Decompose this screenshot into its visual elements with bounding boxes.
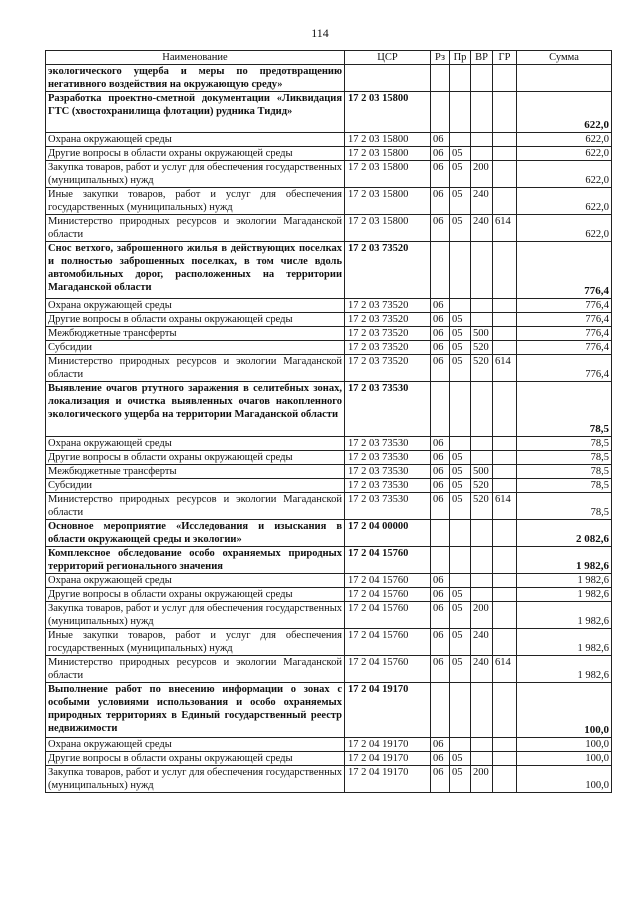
row-sum: 100,0 xyxy=(517,766,612,793)
row-rz: 06 xyxy=(431,215,450,242)
row-code xyxy=(345,65,431,92)
header-vr: ВР xyxy=(471,51,493,65)
row-sum: 78,5 xyxy=(517,451,612,465)
header-pr: Пр xyxy=(450,51,471,65)
header-name: Наименование xyxy=(46,51,345,65)
table-row xyxy=(46,738,612,752)
row-pr: 05 xyxy=(450,313,471,327)
header-sum: Сумма xyxy=(517,51,612,65)
row-code: 17 2 04 19170 xyxy=(345,752,431,766)
page-number: 114 xyxy=(311,26,329,40)
row-pr xyxy=(450,738,471,752)
row-rz: 06 xyxy=(431,161,450,188)
table-header-row xyxy=(46,51,612,65)
row-pr: 05 xyxy=(450,602,471,629)
row-vr: 520 xyxy=(471,341,493,355)
row-name: экологического ущерба и меры по предотвращению негативного воздействия на окружающую среду» xyxy=(46,65,345,92)
row-rz xyxy=(431,242,450,299)
row-rz: 06 xyxy=(431,465,450,479)
row-vr xyxy=(471,683,493,738)
table-row xyxy=(46,92,612,133)
row-pr xyxy=(450,683,471,738)
row-pr: 05 xyxy=(450,341,471,355)
row-code: 17 2 03 73520 xyxy=(345,299,431,313)
row-gr xyxy=(493,65,517,92)
row-vr xyxy=(471,752,493,766)
table-row xyxy=(46,382,612,437)
row-gr xyxy=(493,188,517,215)
row-vr: 240 xyxy=(471,215,493,242)
row-gr xyxy=(493,382,517,437)
row-gr xyxy=(493,92,517,133)
row-vr xyxy=(471,738,493,752)
row-pr: 05 xyxy=(450,588,471,602)
row-pr: 05 xyxy=(450,355,471,382)
row-name: Основное мероприятие «Исследования и изыскания в области окружающей среды и экологии» xyxy=(46,520,345,547)
row-rz: 06 xyxy=(431,588,450,602)
row-name: Межбюджетные трансферты xyxy=(46,465,345,479)
row-vr xyxy=(471,437,493,451)
row-name: Субсидии xyxy=(46,341,345,355)
row-name: Выявление очагов ртутного заражения в селитебных зонах, локализация и очистка выявленных очагов накопленного экологического ущерба на территории Магаданской области xyxy=(46,382,345,437)
row-pr: 05 xyxy=(450,766,471,793)
row-rz xyxy=(431,382,450,437)
row-vr: 200 xyxy=(471,161,493,188)
row-vr xyxy=(471,588,493,602)
table-row xyxy=(46,188,612,215)
row-gr xyxy=(493,738,517,752)
row-vr: 520 xyxy=(471,355,493,382)
row-name: Иные закупки товаров, работ и услуг для обеспечения государственных (муниципальных) нужд xyxy=(46,629,345,656)
row-gr: 614 xyxy=(493,355,517,382)
row-pr: 05 xyxy=(450,147,471,161)
row-gr xyxy=(493,629,517,656)
row-name: Охрана окружающей среды xyxy=(46,299,345,313)
table-row xyxy=(46,602,612,629)
row-name: Охрана окружающей среды xyxy=(46,738,345,752)
row-vr xyxy=(471,92,493,133)
row-vr: 520 xyxy=(471,479,493,493)
row-rz: 06 xyxy=(431,752,450,766)
table-row xyxy=(46,313,612,327)
row-vr: 240 xyxy=(471,629,493,656)
row-pr xyxy=(450,92,471,133)
row-sum: 78,5 xyxy=(517,479,612,493)
row-sum: 1 982,6 xyxy=(517,629,612,656)
row-sum: 1 982,6 xyxy=(517,602,612,629)
row-code: 17 2 03 73530 xyxy=(345,382,431,437)
table-row xyxy=(46,656,612,683)
row-code: 17 2 03 73530 xyxy=(345,479,431,493)
table-row xyxy=(46,766,612,793)
row-pr: 05 xyxy=(450,188,471,215)
row-code: 17 2 04 15760 xyxy=(345,656,431,683)
row-rz xyxy=(431,683,450,738)
row-code: 17 2 04 00000 xyxy=(345,520,431,547)
row-sum: 2 082,6 xyxy=(517,520,612,547)
row-pr xyxy=(450,65,471,92)
row-name: Комплексное обследование особо охраняемых природных территорий регионального значения xyxy=(46,547,345,574)
row-vr xyxy=(471,65,493,92)
row-vr xyxy=(471,382,493,437)
row-sum: 622,0 xyxy=(517,92,612,133)
table-row xyxy=(46,65,612,92)
row-name: Охрана окружающей среды xyxy=(46,574,345,588)
row-pr: 05 xyxy=(450,479,471,493)
row-name: Закупка товаров, работ и услуг для обеспечения государственных (муниципальных) нужд xyxy=(46,766,345,793)
row-pr xyxy=(450,382,471,437)
row-code: 17 2 04 19170 xyxy=(345,683,431,738)
row-rz xyxy=(431,547,450,574)
row-code: 17 2 03 73530 xyxy=(345,437,431,451)
header-gr: ГР xyxy=(493,51,517,65)
table-row xyxy=(46,161,612,188)
row-gr xyxy=(493,133,517,147)
row-gr xyxy=(493,752,517,766)
row-code: 17 2 04 15760 xyxy=(345,629,431,656)
row-rz: 06 xyxy=(431,451,450,465)
row-code: 17 2 03 73520 xyxy=(345,341,431,355)
row-pr xyxy=(450,547,471,574)
row-vr: 200 xyxy=(471,766,493,793)
table-row xyxy=(46,752,612,766)
row-pr xyxy=(450,242,471,299)
row-code: 17 2 03 15800 xyxy=(345,133,431,147)
row-code: 17 2 03 15800 xyxy=(345,188,431,215)
row-sum: 78,5 xyxy=(517,465,612,479)
row-code: 17 2 03 73530 xyxy=(345,465,431,479)
row-gr: 614 xyxy=(493,215,517,242)
row-rz: 06 xyxy=(431,738,450,752)
row-gr xyxy=(493,574,517,588)
table-row xyxy=(46,451,612,465)
row-rz: 06 xyxy=(431,313,450,327)
table-row xyxy=(46,520,612,547)
row-sum: 78,5 xyxy=(517,493,612,520)
row-gr xyxy=(493,465,517,479)
row-sum: 78,5 xyxy=(517,382,612,437)
row-rz: 06 xyxy=(431,493,450,520)
row-vr: 240 xyxy=(471,188,493,215)
row-gr xyxy=(493,437,517,451)
row-pr: 05 xyxy=(450,493,471,520)
row-gr: 614 xyxy=(493,493,517,520)
row-code: 17 2 04 15760 xyxy=(345,547,431,574)
row-rz: 06 xyxy=(431,479,450,493)
row-sum: 1 982,6 xyxy=(517,547,612,574)
row-name: Министерство природных ресурсов и экологии Магаданской области xyxy=(46,656,345,683)
row-code: 17 2 03 73520 xyxy=(345,327,431,341)
row-sum: 776,4 xyxy=(517,242,612,299)
row-pr xyxy=(450,574,471,588)
row-rz xyxy=(431,520,450,547)
row-code: 17 2 03 15800 xyxy=(345,161,431,188)
budget-table xyxy=(45,50,612,793)
row-name: Министерство природных ресурсов и экологии Магаданской области xyxy=(46,493,345,520)
row-vr xyxy=(471,313,493,327)
row-name: Другие вопросы в области охраны окружающей среды xyxy=(46,451,345,465)
row-rz: 06 xyxy=(431,341,450,355)
row-vr xyxy=(471,451,493,465)
row-vr: 500 xyxy=(471,327,493,341)
row-sum: 100,0 xyxy=(517,683,612,738)
row-vr xyxy=(471,520,493,547)
table-row xyxy=(46,299,612,313)
row-vr xyxy=(471,242,493,299)
row-code: 17 2 03 15800 xyxy=(345,92,431,133)
row-gr: 614 xyxy=(493,656,517,683)
table-row xyxy=(46,355,612,382)
row-code: 17 2 04 15760 xyxy=(345,574,431,588)
row-gr xyxy=(493,451,517,465)
row-sum: 776,4 xyxy=(517,355,612,382)
row-code: 17 2 04 19170 xyxy=(345,738,431,752)
row-pr xyxy=(450,437,471,451)
header-csr: ЦСР xyxy=(345,51,431,65)
row-code: 17 2 03 73520 xyxy=(345,313,431,327)
row-sum: 100,0 xyxy=(517,752,612,766)
row-vr xyxy=(471,299,493,313)
row-vr xyxy=(471,547,493,574)
row-sum: 776,4 xyxy=(517,341,612,355)
row-vr xyxy=(471,133,493,147)
row-rz: 06 xyxy=(431,355,450,382)
row-name: Снос ветхого, заброшенного жилья в действующих поселках и полностью заброшенных поселках, в том числе вдоль автомобильных дорог, расположенных на территории Магаданской области xyxy=(46,242,345,299)
table-row xyxy=(46,683,612,738)
row-sum xyxy=(517,65,612,92)
table-row xyxy=(46,629,612,656)
row-pr: 05 xyxy=(450,629,471,656)
row-vr: 240 xyxy=(471,656,493,683)
row-rz: 06 xyxy=(431,629,450,656)
row-rz: 06 xyxy=(431,188,450,215)
row-name: Министерство природных ресурсов и экологии Магаданской области xyxy=(46,355,345,382)
header-rz: Рз xyxy=(431,51,450,65)
row-gr xyxy=(493,766,517,793)
row-sum: 100,0 xyxy=(517,738,612,752)
row-code: 17 2 03 73530 xyxy=(345,451,431,465)
row-rz: 06 xyxy=(431,299,450,313)
row-gr xyxy=(493,602,517,629)
row-rz: 06 xyxy=(431,327,450,341)
row-rz: 06 xyxy=(431,147,450,161)
row-vr: 500 xyxy=(471,465,493,479)
row-name: Охрана окружающей среды xyxy=(46,437,345,451)
row-gr xyxy=(493,299,517,313)
row-sum: 78,5 xyxy=(517,437,612,451)
row-name: Выполнение работ по внесению информации о зонах с особыми условиями использования и особо охраняемых природных территориях в Единый государственный реестр недвижимости xyxy=(46,683,345,738)
table-row xyxy=(46,574,612,588)
row-pr: 05 xyxy=(450,161,471,188)
row-name: Другие вопросы в области охраны окружающей среды xyxy=(46,752,345,766)
row-rz xyxy=(431,92,450,133)
row-code: 17 2 03 73520 xyxy=(345,355,431,382)
row-gr xyxy=(493,161,517,188)
row-rz xyxy=(431,65,450,92)
row-sum: 1 982,6 xyxy=(517,588,612,602)
row-gr xyxy=(493,683,517,738)
row-sum: 776,4 xyxy=(517,299,612,313)
row-sum: 1 982,6 xyxy=(517,656,612,683)
row-name: Министерство природных ресурсов и экологии Магаданской области xyxy=(46,215,345,242)
row-gr xyxy=(493,547,517,574)
row-sum: 622,0 xyxy=(517,215,612,242)
row-code: 17 2 03 15800 xyxy=(345,215,431,242)
row-gr xyxy=(493,327,517,341)
table-row xyxy=(46,341,612,355)
table-row xyxy=(46,147,612,161)
row-code: 17 2 03 15800 xyxy=(345,147,431,161)
row-name: Закупка товаров, работ и услуг для обеспечения государственных (муниципальных) нужд xyxy=(46,602,345,629)
table-row xyxy=(46,437,612,451)
row-gr xyxy=(493,242,517,299)
row-name: Другие вопросы в области охраны окружающей среды xyxy=(46,313,345,327)
row-vr: 520 xyxy=(471,493,493,520)
row-rz: 06 xyxy=(431,133,450,147)
row-code: 17 2 04 19170 xyxy=(345,766,431,793)
table-row xyxy=(46,465,612,479)
table-row xyxy=(46,547,612,574)
row-name: Другие вопросы в области охраны окружающей среды xyxy=(46,147,345,161)
row-rz: 06 xyxy=(431,437,450,451)
row-sum: 622,0 xyxy=(517,147,612,161)
row-gr xyxy=(493,313,517,327)
table-row xyxy=(46,242,612,299)
row-pr: 05 xyxy=(450,465,471,479)
row-sum: 622,0 xyxy=(517,133,612,147)
row-code: 17 2 03 73520 xyxy=(345,242,431,299)
row-rz: 06 xyxy=(431,602,450,629)
row-name: Охрана окружающей среды xyxy=(46,133,345,147)
table-row xyxy=(46,588,612,602)
table-row xyxy=(46,493,612,520)
row-vr xyxy=(471,147,493,161)
row-sum: 776,4 xyxy=(517,327,612,341)
table-row xyxy=(46,133,612,147)
row-pr xyxy=(450,520,471,547)
row-pr: 05 xyxy=(450,656,471,683)
row-rz: 06 xyxy=(431,656,450,683)
row-pr: 05 xyxy=(450,451,471,465)
row-code: 17 2 04 15760 xyxy=(345,602,431,629)
row-gr xyxy=(493,341,517,355)
row-pr xyxy=(450,133,471,147)
row-rz: 06 xyxy=(431,766,450,793)
row-pr: 05 xyxy=(450,215,471,242)
table-row xyxy=(46,327,612,341)
row-gr xyxy=(493,147,517,161)
row-gr xyxy=(493,479,517,493)
row-name: Субсидии xyxy=(46,479,345,493)
row-code: 17 2 04 15760 xyxy=(345,588,431,602)
row-pr: 05 xyxy=(450,752,471,766)
row-sum: 776,4 xyxy=(517,313,612,327)
row-name: Закупка товаров, работ и услуг для обеспечения государственных (муниципальных) нужд xyxy=(46,161,345,188)
row-pr: 05 xyxy=(450,327,471,341)
row-code: 17 2 03 73530 xyxy=(345,493,431,520)
row-vr: 200 xyxy=(471,602,493,629)
row-gr xyxy=(493,520,517,547)
row-name: Другие вопросы в области охраны окружающей среды xyxy=(46,588,345,602)
row-name: Иные закупки товаров, работ и услуг для обеспечения государственных (муниципальных) нужд xyxy=(46,188,345,215)
row-rz: 06 xyxy=(431,574,450,588)
table-row xyxy=(46,479,612,493)
row-vr xyxy=(471,574,493,588)
row-gr xyxy=(493,588,517,602)
row-sum: 1 982,6 xyxy=(517,574,612,588)
row-name: Разработка проектно-сметной документации «Ликвидация ГТС (хвостохранилища флотации) рудника Тидид» xyxy=(46,92,345,133)
row-sum: 622,0 xyxy=(517,188,612,215)
row-pr xyxy=(450,299,471,313)
row-sum: 622,0 xyxy=(517,161,612,188)
row-name: Межбюджетные трансферты xyxy=(46,327,345,341)
table-row xyxy=(46,215,612,242)
